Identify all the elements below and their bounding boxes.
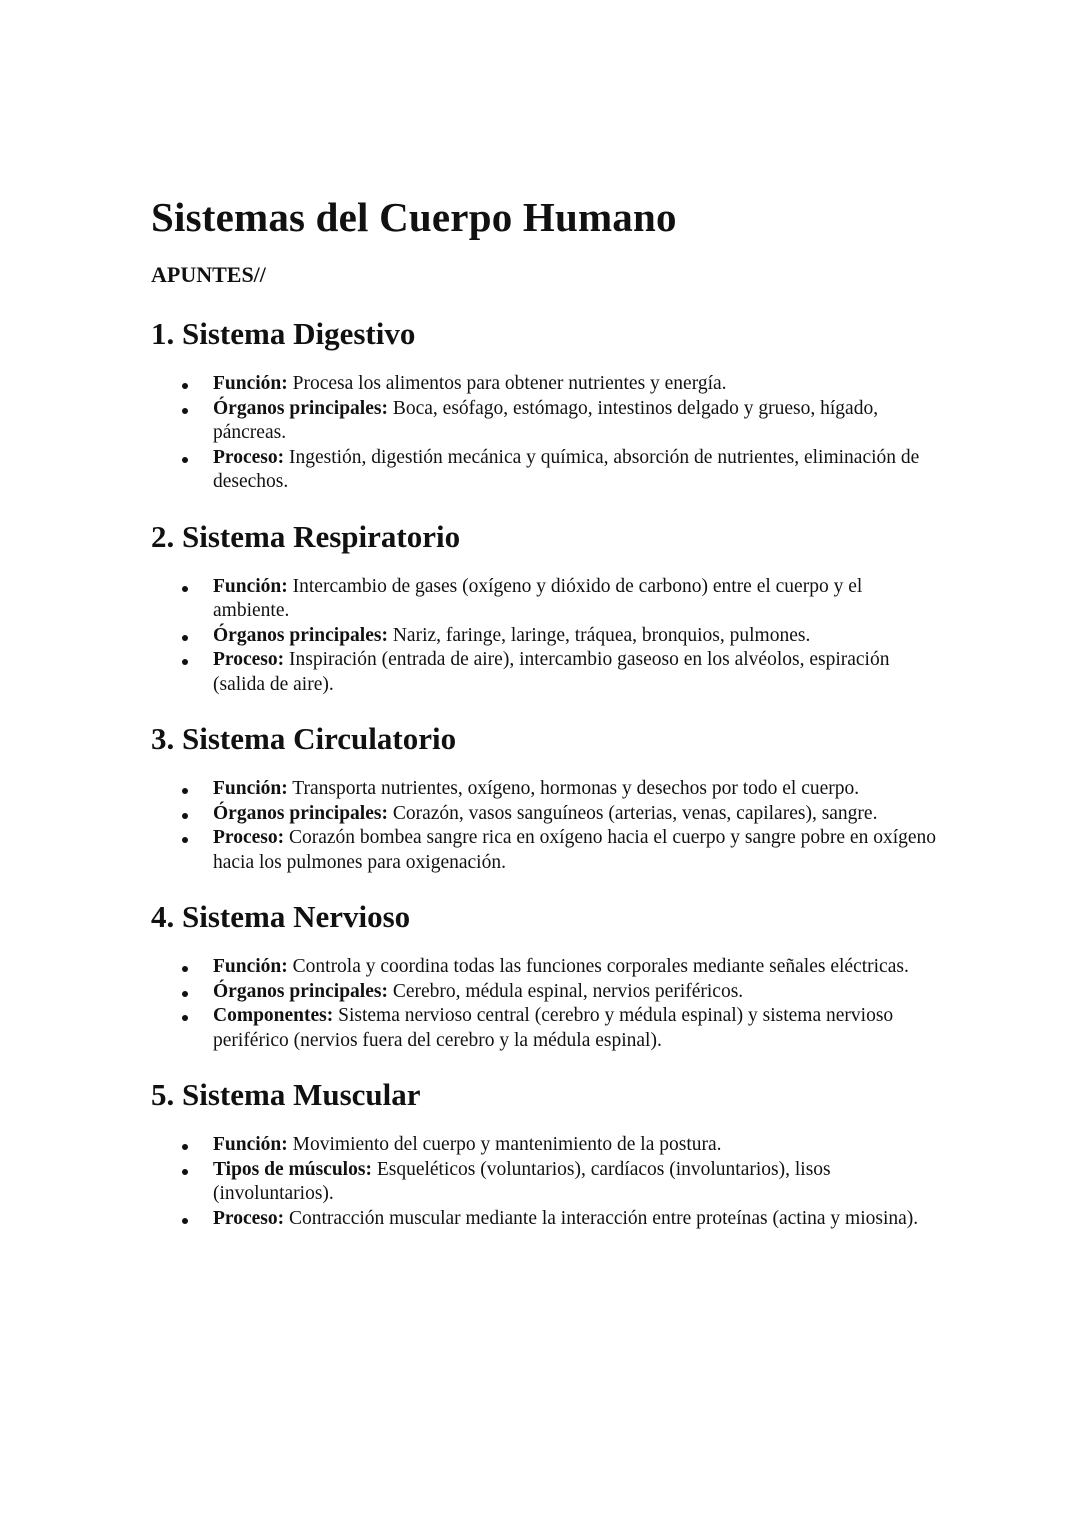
bullet-icon bbox=[182, 659, 188, 665]
item-text: Controla y coordina todas las funciones corporales mediante señales eléctricas. bbox=[287, 956, 909, 977]
item-label: Tipos de músculos: bbox=[213, 1158, 372, 1180]
bullet-icon bbox=[182, 1144, 188, 1150]
section-title: 1. Sistema Digestivo bbox=[151, 316, 416, 351]
item-label: Proceso: bbox=[213, 446, 285, 468]
item-label: Función: bbox=[213, 956, 288, 977]
list-item bbox=[151, 802, 941, 827]
item-text: Cerebro, médula espinal, nervios periféricos. bbox=[387, 980, 744, 1002]
item-text: Sistema nervioso central (cerebro y médula espinal) y sistema nervioso periférico (nervios fuera del cerebro y la médula espinal). bbox=[213, 1005, 894, 1051]
item-label: Proceso: bbox=[213, 827, 285, 848]
list-item bbox=[151, 777, 941, 802]
bullet-icon bbox=[182, 1169, 188, 1175]
item-text: Intercambio de gases (oxígeno y dióxido de carbono) entre el cuerpo y el ambiente. bbox=[213, 575, 863, 621]
bullet-icon bbox=[182, 635, 188, 641]
list-item bbox=[151, 446, 941, 495]
item-label: Proceso: bbox=[213, 1207, 285, 1229]
list-item bbox=[151, 1133, 941, 1158]
item-text: Esqueléticos (voluntarios), cardíacos (involuntarios), lisos (involuntarios). bbox=[213, 1158, 831, 1204]
list-item bbox=[151, 955, 941, 980]
item-label: Órganos principales: bbox=[213, 980, 388, 1002]
item-text: Corazón, vasos sanguíneos (arterias, venas, capilares), sangre. bbox=[387, 802, 878, 824]
section-title: 3. Sistema Circulatorio bbox=[151, 721, 457, 756]
bullet-list bbox=[151, 777, 941, 875]
section-title: 5. Sistema Muscular bbox=[151, 1077, 421, 1112]
bullet-icon bbox=[182, 788, 188, 794]
item-text: Ingestión, digestión mecánica y química, absorción de nutrientes, eliminación de desechos. bbox=[213, 446, 920, 492]
item-label: Componentes: bbox=[213, 1005, 334, 1026]
item-label: Proceso: bbox=[213, 649, 285, 670]
bullet-icon bbox=[182, 837, 188, 843]
section-muscular bbox=[151, 1073, 941, 1231]
list-item bbox=[151, 1207, 941, 1232]
bullet-icon bbox=[182, 1015, 188, 1021]
bullet-icon bbox=[182, 586, 188, 592]
item-text: Corazón bombea sangre rica en oxígeno hacia el cuerpo y sangre pobre en oxígeno hacia los pulmones para oxigenación. bbox=[213, 827, 937, 873]
bullet-list bbox=[151, 1133, 941, 1231]
bullet-list bbox=[151, 575, 941, 698]
list-item bbox=[151, 1004, 941, 1053]
document-subtitle: APUNTES// bbox=[151, 262, 266, 287]
item-label: Órganos principales: bbox=[213, 802, 388, 824]
section-title: 2. Sistema Respiratorio bbox=[151, 518, 461, 554]
list-item bbox=[151, 372, 941, 397]
list-item bbox=[151, 648, 941, 697]
list-item bbox=[151, 575, 941, 624]
item-text: Movimiento del cuerpo y mantenimiento de la postura. bbox=[287, 1134, 722, 1155]
item-label: Órganos principales: bbox=[213, 397, 388, 419]
list-item bbox=[151, 397, 941, 446]
bullet-list bbox=[151, 955, 941, 1053]
item-label: Función: bbox=[213, 1134, 288, 1155]
item-label: Función: bbox=[213, 778, 288, 799]
section-nervioso bbox=[151, 895, 941, 1053]
section-circulatorio bbox=[151, 717, 941, 875]
item-text: Inspiración (entrada de aire), intercambio gaseoso en los alvéolos, espiración (salida de aire). bbox=[213, 649, 890, 695]
bullet-icon bbox=[182, 408, 188, 414]
list-item bbox=[151, 624, 941, 649]
document-title: Sistemas del Cuerpo Humano bbox=[151, 194, 677, 240]
item-label: Órganos principales: bbox=[213, 624, 388, 646]
list-item bbox=[151, 980, 941, 1005]
bullet-list bbox=[151, 372, 941, 495]
list-item bbox=[151, 826, 941, 875]
bullet-icon bbox=[182, 1218, 188, 1224]
item-text: Transporta nutrientes, oxígeno, hormonas y desechos por todo el cuerpo. bbox=[287, 778, 860, 799]
item-text: Nariz, faringe, laringe, tráquea, bronquios, pulmones. bbox=[387, 624, 811, 646]
document-page bbox=[151, 188, 941, 1231]
bullet-icon bbox=[182, 457, 188, 463]
item-text: Contracción muscular mediante la interacción entre proteínas (actina y miosina). bbox=[284, 1207, 919, 1229]
bullet-icon bbox=[182, 991, 188, 997]
section-title: 4. Sistema Nervioso bbox=[151, 899, 411, 934]
item-text: Boca, esófago, estómago, intestinos delgado y grueso, hígado, páncreas. bbox=[213, 397, 879, 443]
section-digestivo bbox=[151, 312, 941, 495]
item-text: Procesa los alimentos para obtener nutrientes y energía. bbox=[287, 373, 727, 394]
bullet-icon bbox=[182, 813, 188, 819]
item-label: Función: bbox=[213, 373, 288, 394]
section-respiratorio bbox=[151, 515, 941, 698]
item-label: Función: bbox=[213, 575, 288, 597]
bullet-icon bbox=[182, 966, 188, 972]
list-item bbox=[151, 1158, 941, 1207]
bullet-icon bbox=[182, 383, 188, 389]
